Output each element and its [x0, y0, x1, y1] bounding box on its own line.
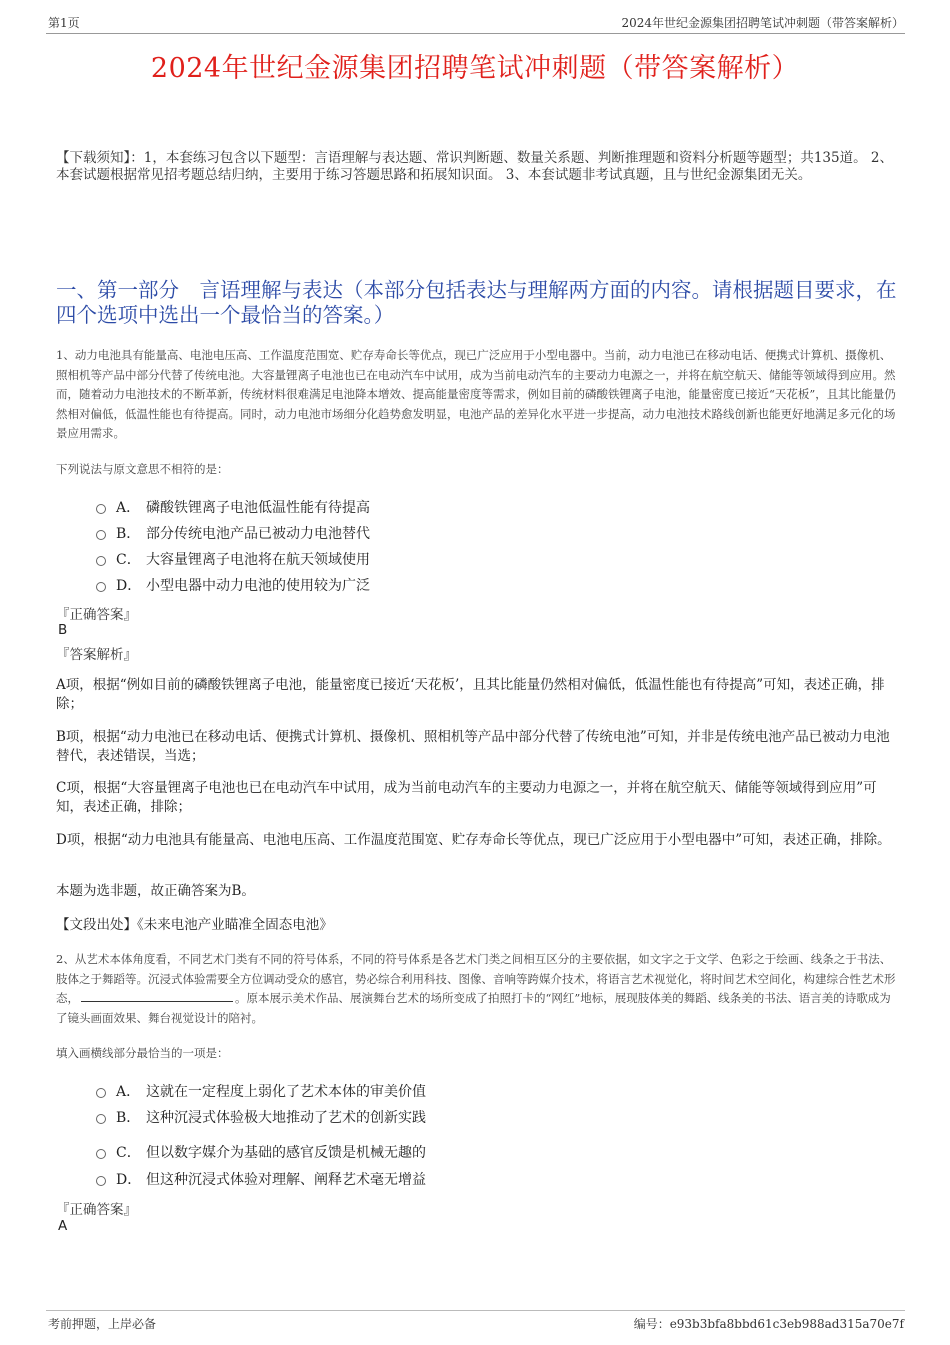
q1-prompt: 下列说法与原文意思不相符的是： — [56, 462, 229, 476]
radio-button[interactable] — [96, 556, 106, 566]
section-heading: 一、第一部分 言语理解与表达（本部分包括表达与理解两方面的内容。请根据题目要求，在四个选项中选出一个最恰当的答案。） — [56, 278, 897, 327]
q2-option-d[interactable]: D． 但这种沉浸式体验对理解、阐释艺术毫无增益 — [96, 1169, 426, 1189]
page-title: 2024年世纪金源集团招聘笔试冲刺题（带答案解析） — [150, 53, 800, 84]
radio-button[interactable] — [96, 1149, 106, 1159]
q1-option-d[interactable]: D． 小型电器中动力电池的使用较为广泛 — [96, 575, 370, 595]
header-divider — [46, 33, 905, 34]
q1-analysis-label: 『答案解析』 — [56, 647, 137, 663]
q1-option-a[interactable]: A． 磷酸铁锂离子电池低温性能有待提高 — [96, 497, 370, 517]
q1-passage: 1、动力电池具有能量高、电池电压高、工作温度范围宽、贮存寿命长等优点，现已广泛应用于小型电器中。当前，动力电池已在移动电话、便携式计算机、摄像机、照相机等产品中部分代替了传统电池。大容量锂离子电池也已在电动汽车中试用，成为当前电动汽车的主要动力电源之一，并将在航空航天、储能等领域得到应用。然而，随着动力电池技术的不断革新，传统材料很难满足电池降本增效、提高能量密度等需求，例如目前的磷酸铁锂离子电池，能量密度已接近“天花板”，且其比能量仍然相对偏低，低温性能也有待提高。同时，动力电池市场细分化趋势愈发明显，电池产品的差异化水平进一步提高，动力电池技术路线创新也能更好地满足多元化的场景应用需求。 — [56, 348, 896, 440]
q2-option-b[interactable]: B． 这种沉浸式体验极大地推动了艺术的创新实践 — [96, 1107, 426, 1127]
q1-option-b[interactable]: B． 部分传统电池产品已被动力电池替代 — [96, 523, 370, 543]
q1-analysis-c: C项，根据“大容量锂离子电池也已在电动汽车中试用，成为当前电动汽车的主要动力电源之一，并将在航空航天、储能等领域得到应用”可知，表述正确，排除； — [56, 780, 877, 815]
q1-answer: B — [58, 622, 68, 638]
radio-button[interactable] — [96, 504, 106, 514]
radio-button[interactable] — [96, 1114, 106, 1124]
q1-analysis-d: D项，根据“动力电池具有能量高、电池电压高、工作温度范围宽、贮存寿命长等优点，现已广泛应用于小型电器中”可知，表述正确，排除。 — [56, 832, 891, 848]
download-notice: 【下载须知】：1，本套练习包含以下题型：言语理解与表达题、常识判断题、数量关系题、判断推理题和资料分析题等题型；共135道。 2、本套试题根据常见招考题总结归纳，主要用于练习答题思路和拓展知识面。 3、本套试题非考试真题，且与世纪金源集团无关。 — [56, 150, 893, 183]
q1-answer-label: 『正确答案』 — [56, 607, 137, 623]
q1-analysis-b: B项，根据“动力电池已在移动电话、便携式计算机、摄像机、照相机等产品中部分代替了传统电池”可知，并非是传统电池产品已被动力电池替代，表述错误，当选； — [56, 729, 890, 764]
footer-slogan: 考前押题，上岸必备 — [48, 1317, 157, 1331]
header-doc-title: 2024年世纪金源集团招聘笔试冲刺题（带答案解析） — [621, 16, 904, 30]
q1-source: 【文段出处】《未来电池产业瞄准全固态电池》 — [56, 917, 333, 933]
footer-divider — [46, 1310, 905, 1311]
radio-button[interactable] — [96, 582, 106, 592]
q2-option-a[interactable]: A． 这就在一定程度上弱化了艺术本体的审美价值 — [96, 1081, 426, 1101]
radio-button[interactable] — [96, 530, 106, 540]
q1-conclusion: 本题为选非题，故正确答案为B。 — [56, 883, 255, 899]
q2-answer-label: 『正确答案』 — [56, 1202, 137, 1218]
q2-option-c[interactable]: C． 但以数字媒介为基础的感官反馈是机械无趣的 — [96, 1142, 426, 1162]
radio-button[interactable] — [96, 1088, 106, 1098]
q2-prompt: 填入画横线部分最恰当的一项是： — [56, 1046, 229, 1060]
q2-answer: A — [58, 1218, 68, 1234]
answer-blank — [81, 989, 233, 1002]
document-id: 编号：e93b3bfa8bbd61c3eb988ad315a70e7f — [633, 1317, 904, 1331]
q1-option-c[interactable]: C． 大容量锂离子电池将在航天领域使用 — [96, 549, 370, 569]
q1-analysis-a: A项，根据“例如目前的磷酸铁锂离子电池，能量密度已接近‘天花板’，且其比能量仍然相对偏低，低温性能也有待提高”可知，表述正确，排除； — [56, 677, 885, 712]
q2-passage: 2、从艺术本体角度看，不同艺术门类有不同的符号体系，不同的符号体系是各艺术门类之间相互区分的主要依据，如文字之于文学、色彩之于绘画、线条之于书法、肢体之于舞蹈等。沉浸式体验需要全方位调动受众的感官，势必综合利用科技、图像、音响等跨媒介技术，将语言艺术视觉化，将时间艺术空间化，构建综合性艺术形态， 。原本展示美术作品、展演舞台艺术的场所变成了拍照打卡的“网红”地标，展现肢体美的舞蹈、线条美的书法、语言美的诗歌成为了镜头画面效果、舞台视觉设计的陪衬。 — [56, 952, 896, 1025]
page-number: 第1页 — [48, 16, 80, 30]
radio-button[interactable] — [96, 1176, 106, 1186]
